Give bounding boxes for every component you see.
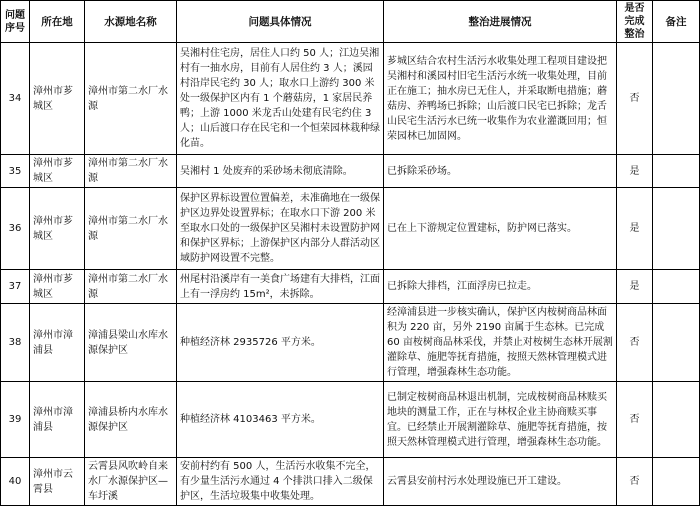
cell-progress: 芗城区结合农村生活污水收集处理工程项目建设把吴湘村和溪园村旧宅生活污水统一收集处理，目前正在施工；抽水房已无住人，并采取断电措施；蘑菇房、养鸭场已拆除；山后渡口民宅已拆除；龙舌山民宅生活污水已统一收集作为农业灌溉回用；恒荣园林已加固网。 (384, 43, 617, 155)
cell-problem: 州尾村沿溪岸有一美食广场建有大排档，江面上有一浮房约 15m²，未拆除。 (177, 270, 384, 304)
cell-problem: 安前村约有 500 人，生活污水收集不完全，有少量生活污水通过 4 个排洪口排入二级保护区，生活垃圾集中收集处理。 (177, 458, 384, 506)
header-problem: 问题具体情况 (177, 1, 384, 43)
table-row (1, 270, 700, 304)
cell-progress: 已拆除大排档，江面浮房已拉走。 (384, 270, 617, 304)
cell-problem: 保护区界标设置位置偏差，未准确地在一级保护区边界处设置界标；在取水口下游 200 米至取水口处的一级保护区吴湘村未设置防护网和保护区界标；上游保护区内部分人群活动区域防护网设置不完整。 (177, 188, 384, 270)
cell-source: 漳州市第二水厂水源 (85, 270, 177, 304)
cell-progress: 已制定桉树商品林退出机制，完成桉树商品林赎买地块的测量工作，正在与林权企业主协商赎买事宜。已经禁止开展割灌除草、施肥等抚育措施，按照天然林管理模式进行管理，增强森林生态功能。 (384, 382, 617, 458)
table-row (1, 382, 700, 458)
cell-source: 漳州市第二水厂水源 (85, 188, 177, 270)
cell-location: 漳州市漳浦县 (30, 304, 85, 382)
cell-location: 漳州市芗城区 (30, 188, 85, 270)
cell-seq: 38 (1, 304, 30, 382)
cell-source: 漳浦县梁山水库水源保护区 (85, 304, 177, 382)
header-done: 是否完成整治 (617, 1, 653, 43)
cell-location: 漳州市云霄县 (30, 458, 85, 506)
cell-source: 云霄县风吹岭自来水厂水源保护区—车圩溪 (85, 458, 177, 506)
cell-remark (653, 458, 700, 506)
cell-done: 否 (617, 382, 653, 458)
cell-source: 漳州市第二水厂水源 (85, 155, 177, 188)
cell-source: 漳州市第二水厂水源 (85, 43, 177, 155)
cell-problem: 吴湘村住宅房，居住人口约 50 人；江边吴湘村有一抽水房，目前有人居住约 3 人；溪园村沿岸民宅约 30 人；取水口上游约 300 米处一级保护区内有 1 个蘑菇房，1 家居民养鸭；上游 1000 米龙舌山处建有民宅约住 3 人；山后渡口存在民宅和一个恒荣园林栽种绿化苗。 (177, 43, 384, 155)
cell-progress: 经漳浦县进一步核实确认，保护区内桉树商品林面积为 220 亩，另外 2190 亩属于生态林。已完成 60 亩桉树商品林采伐，并禁止对桉树生态林开展割灌除草、施肥等抚育措施，按照天然林管理模式进行管理，增强森林生态功能。 (384, 304, 617, 382)
header-row (1, 1, 700, 43)
header-remark: 备注 (653, 1, 700, 43)
cell-location: 漳州市芗城区 (30, 43, 85, 155)
cell-remark (653, 270, 700, 304)
header-seq: 问题序号 (1, 1, 30, 43)
cell-location: 漳州市芗城区 (30, 155, 85, 188)
cell-seq: 34 (1, 43, 30, 155)
cell-done: 是 (617, 188, 653, 270)
cell-problem: 种植经济林 2935726 平方米。 (177, 304, 384, 382)
cell-seq: 40 (1, 458, 30, 506)
cell-done: 否 (617, 458, 653, 506)
cell-seq: 39 (1, 382, 30, 458)
header-source: 水源地名称 (85, 1, 177, 43)
cell-progress: 已在上下游规定位置建标，防护网已落实。 (384, 188, 617, 270)
cell-remark (653, 43, 700, 155)
cell-done: 否 (617, 304, 653, 382)
header-location: 所在地 (30, 1, 85, 43)
table-row (1, 43, 700, 155)
cell-location: 漳州市漳浦县 (30, 382, 85, 458)
table-row (1, 155, 700, 188)
cell-seq: 35 (1, 155, 30, 188)
cell-seq: 36 (1, 188, 30, 270)
cell-problem: 吴湘村 1 处废弃的采砂场未彻底清除。 (177, 155, 384, 188)
cell-remark (653, 304, 700, 382)
cell-remark (653, 155, 700, 188)
cell-location: 漳州市芗城区 (30, 270, 85, 304)
header-progress: 整治进展情况 (384, 1, 617, 43)
cell-progress: 已拆除采砂场。 (384, 155, 617, 188)
table-row (1, 304, 700, 382)
cell-remark (653, 382, 700, 458)
cell-problem: 种植经济林 4103463 平方米。 (177, 382, 384, 458)
cell-source: 漳浦县桥内水库水源保护区 (85, 382, 177, 458)
cell-done: 是 (617, 155, 653, 188)
cell-done: 是 (617, 270, 653, 304)
table-row (1, 458, 700, 506)
cell-remark (653, 188, 700, 270)
cell-seq: 37 (1, 270, 30, 304)
cell-progress: 云霄县安前村污水处理设施已开工建设。 (384, 458, 617, 506)
cell-done: 否 (617, 43, 653, 155)
table-row (1, 188, 700, 270)
